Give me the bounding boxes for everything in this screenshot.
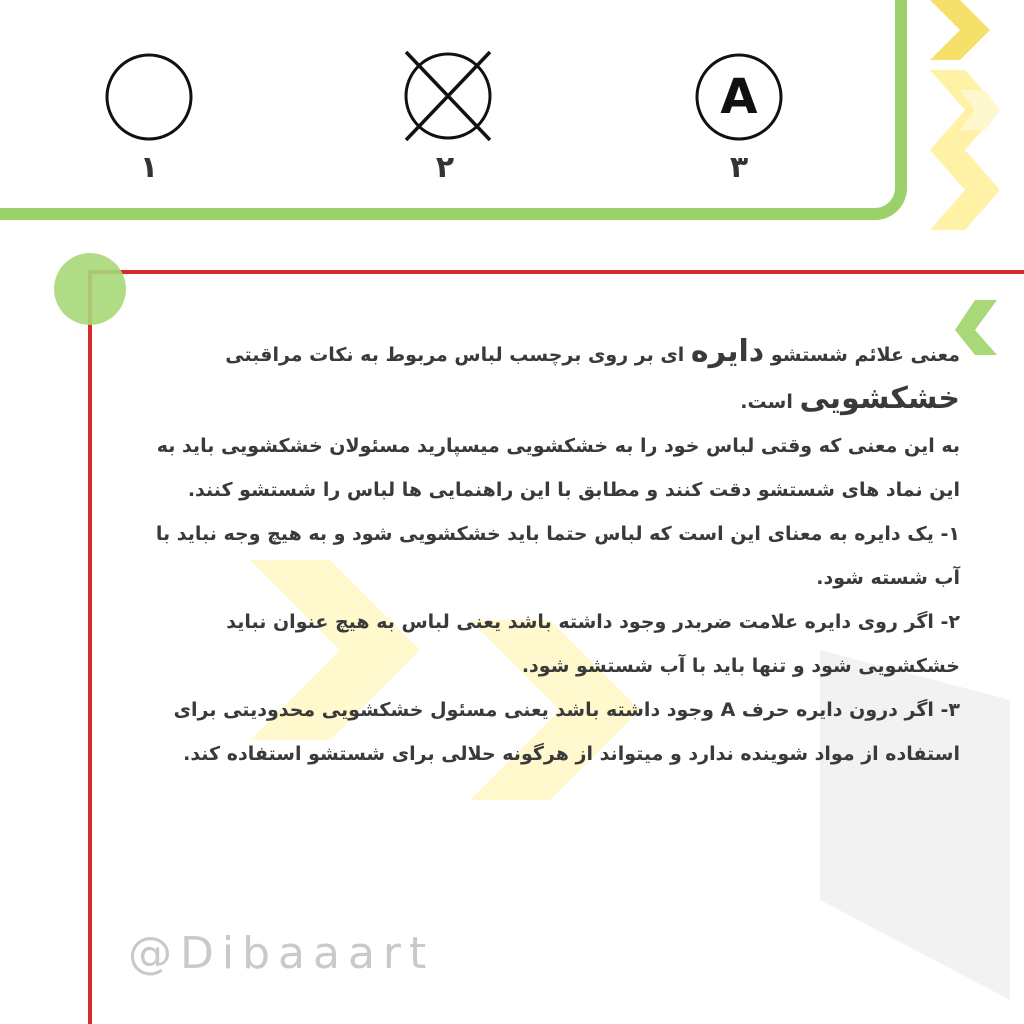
intro-paragraph <box>140 330 960 424</box>
symbol-number-2: ۲ <box>435 150 455 185</box>
paragraph-item-3: ۳- اگر درون دایره حرف A وجود داشته باشد یعنی مسئول خشکشویی محدودیتی برای استفاده از مواد شوینده ندارد و میتواند از هرگونه حلالی برای شستشو استفاده کند. <box>173 699 960 765</box>
paragraph-item-1: ۱- یک دایره به معنای این است که لباس حتما باید خشکشویی شود و به هیچ وجه نباید با آب شسته شود. <box>155 523 960 589</box>
intro-text-2: ای بر روی برچسب لباس مربوط به نکات مراقبتی <box>225 344 685 366</box>
circle-a-icon <box>694 52 784 142</box>
symbol-letter: A <box>720 69 758 125</box>
keyword-drycleaning: خشکشویی <box>799 381 960 416</box>
symbol-number-3: ۳ <box>729 150 749 185</box>
circle-icon <box>104 52 194 142</box>
intro-text-1: معنی علائم شستشو <box>770 344 960 366</box>
watermark: @Dibaaart <box>128 928 435 979</box>
body-text <box>140 330 960 776</box>
paragraph-item-2: ۲- اگر روی دایره علامت ضربدر وجود داشته باشد یعنی لباس به هیچ عنوان نباید خشکشویی شود و تنها باید با آب شستشو شود. <box>226 611 960 677</box>
symbol-number-1: ۱ <box>139 150 159 185</box>
paragraph-2: به این معنی که وقتی لباس خود را به خشکشویی میسپارید مسئولان خشکشویی باید به این نماد های شستشو دقت کنند و مطابق با این راهنمایی ها لباس را شستشو کنند. <box>156 435 960 501</box>
crossed-circle-icon <box>400 46 496 146</box>
keyword-circle: دایره <box>690 334 765 369</box>
green-dot <box>54 253 126 325</box>
intro-text-3: است. <box>740 391 793 413</box>
red-frame-left <box>88 270 92 1024</box>
red-frame-top <box>88 270 1024 274</box>
